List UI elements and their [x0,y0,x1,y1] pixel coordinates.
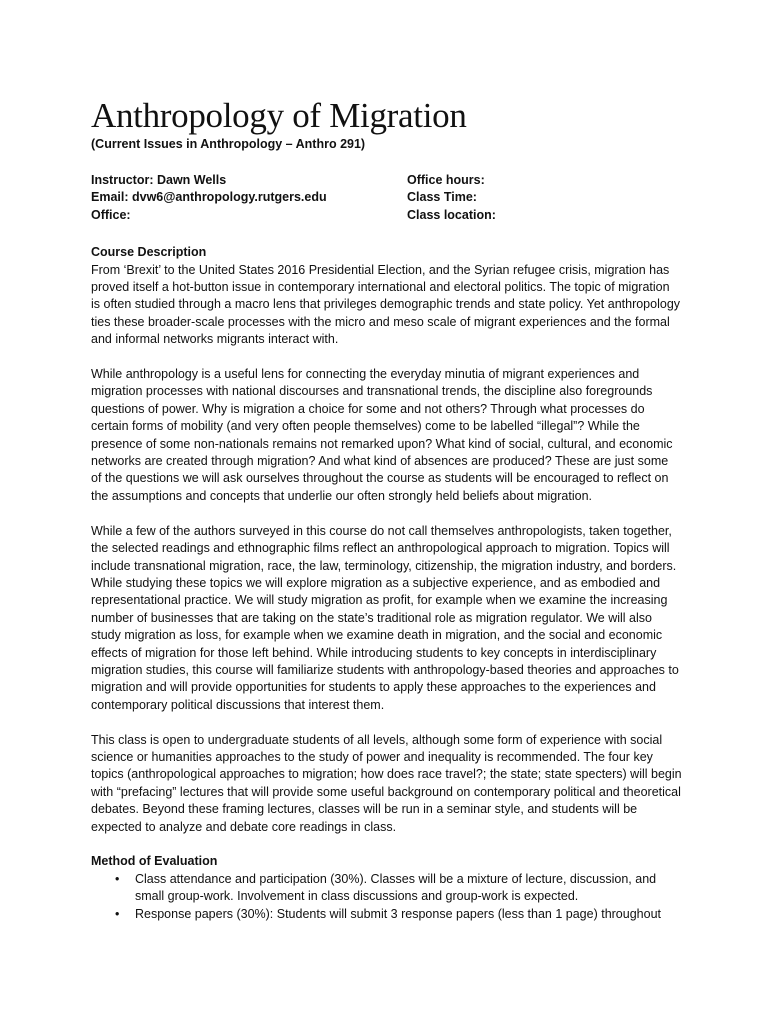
course-description-heading: Course Description [91,245,207,260]
bullet-icon: • [115,906,120,921]
course-info [91,172,682,224]
evaluation-list [91,871,682,923]
instructor-info [91,172,407,224]
instructor-name: Instructor: Dawn Wells [91,173,227,187]
class-info [407,172,682,224]
office-hours: Office hours: [407,173,485,187]
class-location: Class location: [407,207,496,222]
evaluation-item [91,906,682,923]
bullet-icon: • [115,871,120,886]
evaluation-item-text: Response papers (30%): Students will submit 3 response papers (less than 1 page) throughout [135,906,661,921]
evaluation-item-text: Class attendance and participation (30%). Classes will be a mixture of lecture, discussion, and small group-work. Involvement in class discussions and group-work is expected. [135,871,657,904]
course-subtitle: (Current Issues in Anthropology – Anthro 291) [91,137,366,151]
evaluation-item [91,871,682,906]
description-paragraph: From ‘Brexit’ to the United States 2016 Presidential Election, and the Syrian refugee crisis, migration has proved itself a hot-button issue in contemporary international and electoral politics. The topic of migration is often studied through a macro lens that privileges demographic trends and state policy. Yet anthropology ties these broader-scale processes with the micro and meso scale of migrant experiences and the formal and informal networks migrants interact with. [91,262,681,347]
class-time: Class Time: [407,190,477,205]
description-paragraph: This class is open to undergraduate students of all levels, although some form of experience with social science or humanities approaches to the study of power and inequality is recommended. The four key topics (anthropological approaches to migration; how does race travel?; the state; state specters) will begin with “prefacing” lectures that will provide some useful background on contemporary political and theoretical debates. Beyond these framing lectures, classes will be run in a seminar style, and students will be expected to analyze and debate core readings in class. [91,732,682,834]
instructor-email: Email: dvw6@anthropology.rutgers.edu [91,190,327,205]
description-paragraph: While anthropology is a useful lens for connecting the everyday minutia of migrant experiences and migration processes with national discourses and transnational trends, the discipline also foregrounds questions of power. Why is migration a choice for some and not others? Through what processes do certain forms of mobility (and very often people themselves) come to be labelled “illegal”? While the presence of some non-nationals remains not remarked upon? What kind of social, cultural, and economic networks are created through migration? And what kind of absences are produced? These are just some of the questions we will ask ourselves throughout the course as students will be encouraged to reflect on the assumptions and concepts that underlie our often strongly held beliefs about migration. [91,367,673,503]
instructor-office: Office: [91,207,131,222]
document-title: Anthropology of Migration [91,96,467,135]
description-paragraph: While a few of the authors surveyed in this course do not call themselves anthropologists, taken together, the selected readings and ethnographic films reflect an anthropological approach to migration. Topics will include transnational migration, race, the law, terminology, citizenship, the migration industry, and borders. While studying these topics we will explore migration as a subjective experience, and as embodied and representational practice. We will study migration as profit, for example when we examine the increasing number of businesses that are taking on the state’s traditional role as migration regulator. We will also study migration as loss, for example when we examine death in migration, and the social and economic effects of migration for those left behind. While introducing students to key concepts in interdisciplinary migration studies, this course will familiarize students with anthropology-based theories and approaches to migration and will provide opportunities for students to apply these approaches to the experiences and contemporary political discussions that interest them. [91,523,679,712]
evaluation-heading: Method of Evaluation [91,854,218,869]
